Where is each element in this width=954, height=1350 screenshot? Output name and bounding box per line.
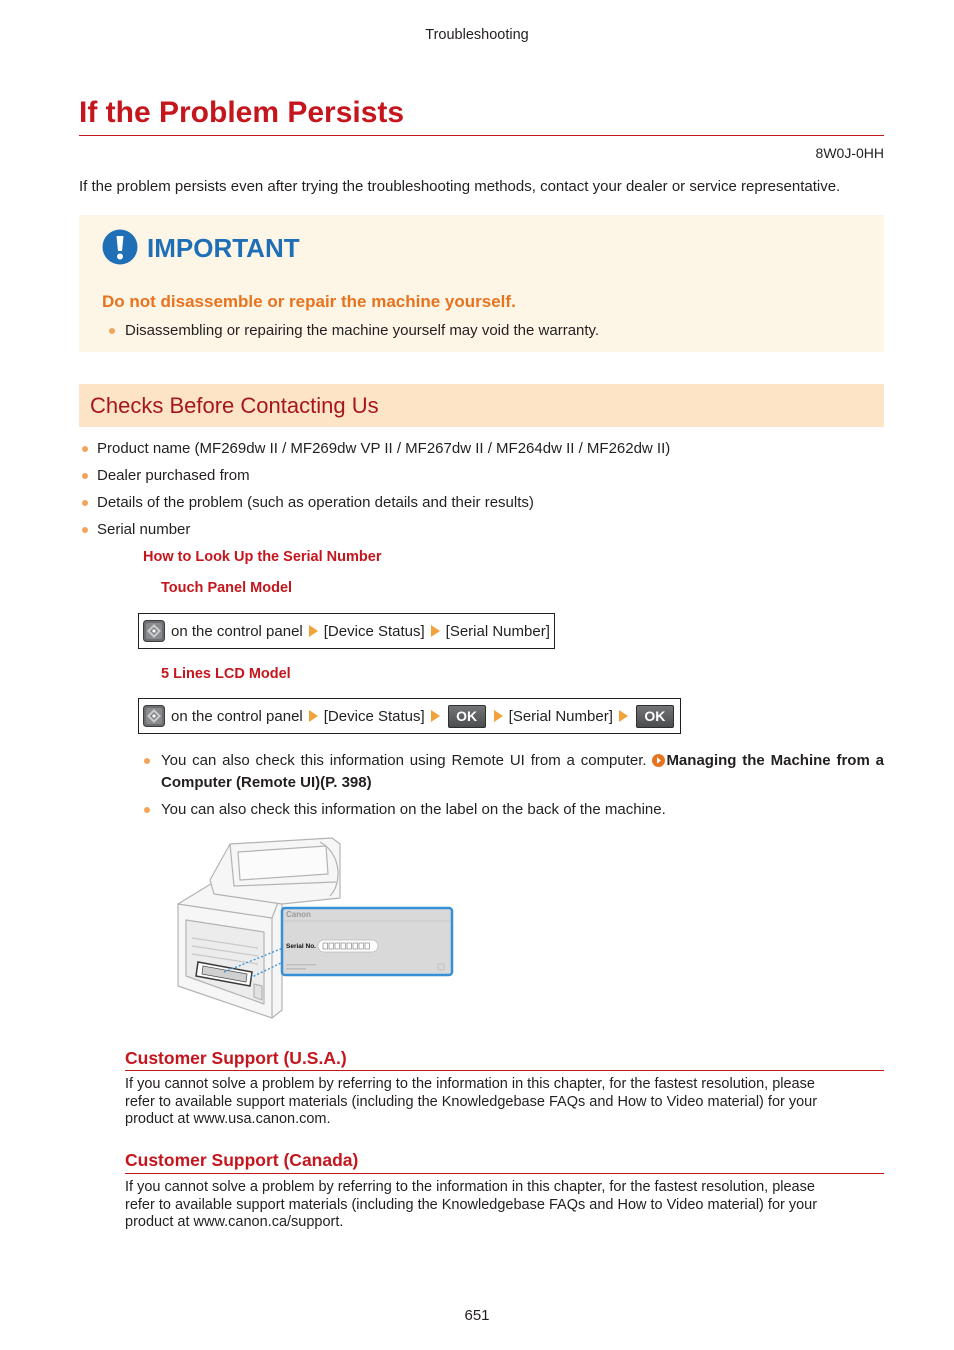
lcd-steps [138,698,681,734]
serial-number-label: Serial No. [286,943,316,950]
support-paragraph-canada [125,1179,817,1232]
touch-panel-steps [138,613,555,649]
list-item-text: Serial number [97,521,191,538]
important-exclamation-icon [102,229,138,265]
touch-panel-model-label: Touch Panel Model [161,580,293,596]
paragraph-line: product at www.usa.canon.com. [125,1111,331,1127]
support-heading-canada: Customer Support (Canada) [125,1150,359,1170]
printer-port [254,984,262,1000]
step-text: [Device Status] [323,707,425,725]
paragraph-line: If you cannot solve a problem by referring to the information in this chapter, for the fastest resolution, please [125,1179,815,1195]
arrow-right-icon [309,625,318,637]
step-text: [Serial Number] [445,622,550,640]
page-number: 651 [464,1307,490,1324]
link-text[interactable]: Managing the Machine from a Computer (Remote UI)(P. 398) [161,752,884,791]
paragraph-line: If you cannot solve a problem by referring to the information in this chapter, for the fastest resolution, please [125,1076,815,1092]
list-item [79,435,670,462]
bullet-dot-icon [109,328,115,334]
list-item-text: Details of the problem (such as operation details and their results) [97,494,534,511]
support-divider [125,1070,884,1071]
arrow-right-icon [619,710,628,722]
support-divider [125,1173,884,1174]
arrow-right-icon [494,710,503,722]
document-tray [238,846,328,880]
important-item: Disassembling or repairing the machine yourself may void the warranty. [125,322,600,339]
fine-print-line [286,968,306,970]
section-heading-bar [79,384,884,427]
running-header: Troubleshooting [425,27,529,43]
list-item [79,489,670,516]
checks-list [79,435,670,543]
bullet-dot-icon [82,473,88,479]
list-item-text: Dealer purchased from [97,467,250,484]
important-label: IMPORTANT [147,233,300,263]
bullet-dot-icon [144,758,150,764]
lcd-model-label: 5 Lines LCD Model [161,666,291,682]
serial-number-field [318,940,378,952]
control-panel-key-icon [143,705,165,727]
important-heading: Do not disassemble or repair the machine yourself. [102,292,516,311]
list-item-text: Product name (MF269dw II / MF269dw VP II / MF267dw II / MF264dw II / MF262dw II) [97,440,671,457]
link-arrow-icon [652,754,665,767]
list-item [79,516,670,543]
arrow-right-icon [309,710,318,722]
bullet-dot-icon [144,807,150,813]
label-note: You can also check this information on the label on the back of the machine. [161,801,666,818]
printer-illustration [170,834,460,1024]
serial-label-callout [282,908,452,975]
serial-lookup-heading: How to Look Up the Serial Number [143,549,382,565]
list-item [79,462,670,489]
important-notice [79,215,884,352]
canon-logo-text: Canon [286,910,311,919]
support-paragraph-usa [125,1076,817,1129]
ok-key: OK [448,705,486,728]
document-id: 8W0J-0HH [815,145,884,161]
note-text: You can also check this information using Remote UI from a computer. [161,752,647,769]
intro-paragraph: If the problem persists even after trying the troubleshooting methods, contact your dealer or service representative. [79,178,841,195]
bullet-dot-icon [82,446,88,452]
remote-ui-note [161,750,884,794]
paragraph-line: refer to available support materials (including the Knowledgebase FAQs and How to Video material) for your [125,1093,818,1110]
control-panel-key-icon [143,620,165,642]
bullet-dot-icon [82,527,88,533]
paragraph-line: product at www.canon.ca/support. [125,1214,344,1230]
fine-print-line [286,964,316,966]
step-text: [Device Status] [323,622,425,640]
step-text: on the control panel [171,707,303,725]
step-text: on the control panel [171,622,303,640]
page-title: If the Problem Persists [79,96,405,129]
ok-key: OK [636,705,674,728]
step-text: [Serial Number] [508,707,613,725]
arrow-right-icon [431,625,440,637]
title-divider [79,135,884,136]
bullet-dot-icon [82,500,88,506]
paragraph-line: refer to available support materials (including the Knowledgebase FAQs and How to Video material) for your [125,1196,818,1213]
support-heading-usa: Customer Support (U.S.A.) [125,1048,347,1068]
arrow-right-icon [431,710,440,722]
section-heading: Checks Before Contacting Us [90,393,379,418]
